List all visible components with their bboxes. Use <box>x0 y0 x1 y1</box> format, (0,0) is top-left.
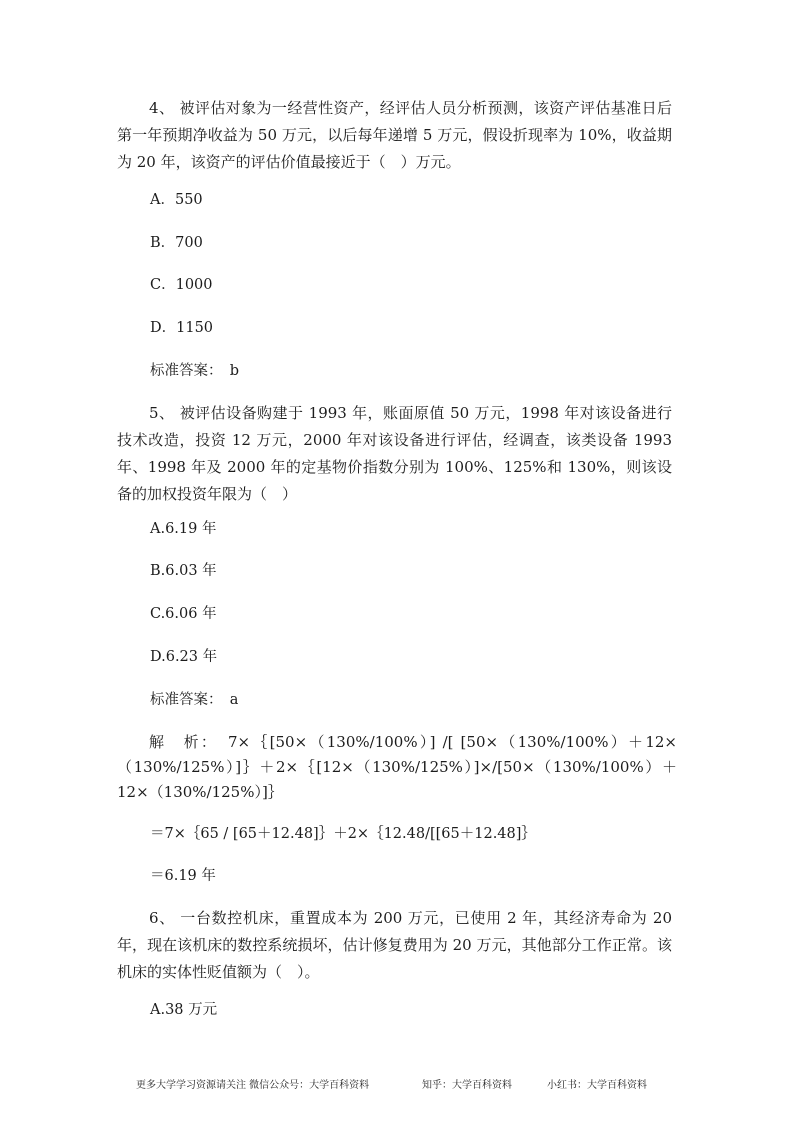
question-4-option-d: D．1150 <box>150 320 214 336</box>
question-4-answer: 标准答案： b <box>150 363 240 379</box>
question-5-stem: 5、 被评估设备购建于 1993 年，账面原值 50 万元，1998 年对该设备进行技术改造，投资 12 万元，2000 年对该设备进行评估，经调查，该类设备 1993 年、1998 年及 2000 年的定基物价指数分别为 100%、125%和 130%，则该设备的加权投资年限为（ ） <box>117 404 672 503</box>
question-5-analysis: 解 析： 7×｛[50×（130%/100%）] /[ [50×（130%/100%）＋12×（130%/125%）]｝＋2×｛[12×（130%/125%）]×/[50×（130%/100%）＋12×（130%/125%）]｝ <box>117 733 677 801</box>
question-5-answer: 标准答案： a <box>150 692 239 708</box>
question-5-option-c: C.6.06 年 <box>150 606 217 622</box>
question-4-stem: 4、 被评估对象为一经营性资产，经评估人员分析预测，该资产评估基准日后第一年预期净收益为 50 万元，以后每年递增 5 万元，假设折现率为 10%，收益期为 20 年，该资产的评估价值最接近于（ ）万元。 <box>117 99 672 171</box>
question-5-option-a: A.6.19 年 <box>150 521 217 537</box>
question-4-option-c: C．1000 <box>150 277 213 293</box>
footer-wechat-note: 更多大学学习资源请关注 微信公众号：大学百科资料 <box>136 1080 370 1091</box>
question-5-option-d: D.6.23 年 <box>150 649 218 665</box>
question-6-stem: 6、 一台数控机床，重置成本为 200 万元，已使用 2 年，其经济寿命为 20 年，现在该机床的数控系统损坏，估计修复费用为 20 万元，其他部分工作正常。该机床的实体性贬值额为（ ）。 <box>117 909 672 981</box>
question-4-option-a: A．550 <box>150 192 203 208</box>
footer-xiaohongshu-note: 小红书：大学百科资料 <box>547 1080 647 1091</box>
question-5-option-b: B.6.03 年 <box>150 563 217 579</box>
footer-zhihu-note: 知乎：大学百科资料 <box>422 1080 512 1091</box>
question-5-analysis-step-1: ＝7×｛65 / [65＋12.48]｝＋2×｛12.48/[[65＋12.48]｝ <box>150 826 536 842</box>
question-6-option-a: A.38 万元 <box>150 1002 218 1018</box>
question-5-analysis-step-2: ＝6.19 年 <box>150 868 216 884</box>
question-4-option-b: B．700 <box>150 235 203 251</box>
